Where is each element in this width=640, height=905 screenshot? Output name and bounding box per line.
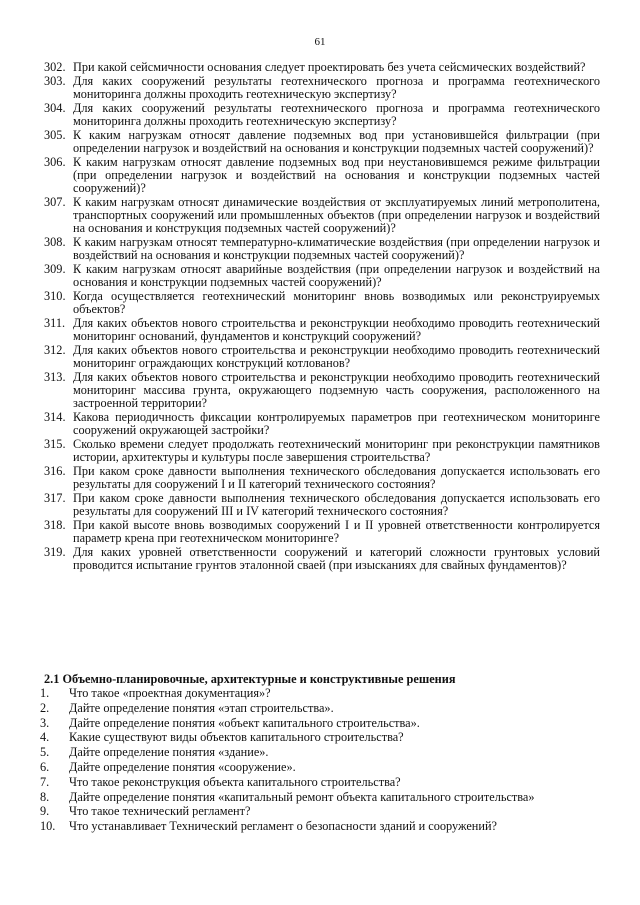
item-number: 308. <box>44 235 66 249</box>
list-item <box>44 317 600 343</box>
list-item <box>40 804 600 819</box>
section-question-list <box>40 686 600 834</box>
item-number: 1. <box>40 686 50 700</box>
question-list <box>44 61 600 573</box>
item-number: 6. <box>40 759 50 774</box>
list-item <box>44 156 600 195</box>
list-item <box>44 236 600 262</box>
section-title: 2.1 Объемно-планировочные, архитектурные и конструктивные решения <box>44 672 456 686</box>
item-number: 315. <box>44 437 66 451</box>
list-item <box>44 465 600 491</box>
item-number: 310. <box>44 289 66 303</box>
item-number: 307. <box>44 195 66 209</box>
list-item <box>40 775 600 790</box>
item-number: 318. <box>44 518 66 532</box>
list-item <box>44 438 600 464</box>
item-text: Что такое реконструкция объекта капитального строительства? <box>69 774 401 789</box>
item-text: Дайте определение понятия «объект капитального строительства». <box>69 715 420 730</box>
item-text: Какие существуют виды объектов капитального строительства? <box>69 730 404 745</box>
list-item <box>40 730 600 745</box>
list-item <box>44 196 600 235</box>
item-text: К каким нагрузкам относят динамические воздействия от эксплуатируемых линий метрополитена, транспортных сооружений или промышленных объектов (при определении нагрузок и воздействий на основания и конструкция подземных частей сооружений)? <box>73 195 600 235</box>
item-number: 302. <box>44 60 66 74</box>
item-number: 304. <box>44 101 66 115</box>
item-text: Для каких уровней ответственности сооружений и категорий сложности грунтовых условий проводится испытание грунтов эталонной сваей (при изысканиях для свайных фундаментов)? <box>73 545 600 572</box>
item-number: 9. <box>40 804 50 819</box>
item-number: 317. <box>44 491 66 505</box>
item-text: Дайте определение понятия «здание». <box>69 745 269 760</box>
item-text: При какой сейсмичности основания следует проектировать без учета сейсмических воздействий? <box>73 60 586 74</box>
item-text: Что устанавливает Технический регламент о безопасности зданий и сооружений? <box>69 819 497 834</box>
list-item <box>44 371 600 410</box>
item-number: 309. <box>44 262 66 276</box>
item-text: К каким нагрузкам относят давление подземных вод при установившейся фильтрации (при определении нагрузок и воздействий на основания и конструкции подземных частей сооружений)? <box>73 128 600 155</box>
item-text: К каким нагрузкам относят аварийные воздействия (при определении нагрузок и воздействий на основания и конструкции подземных частей сооружений)? <box>73 262 600 289</box>
list-item <box>44 519 600 545</box>
item-number: 306. <box>44 155 66 169</box>
list-item <box>40 686 600 701</box>
item-text: Для каких объектов нового строительства и реконструкции необходимо проводить геотехнический мониторинг массива грунта, окружающего подземную часть сооружения, расположенного на застроенной территории? <box>73 370 600 410</box>
item-text: Дайте определение понятия «этап строительства». <box>69 700 334 715</box>
item-text: К каким нагрузкам относят давление подземных вод при неустановившемся режиме фильтрации (при определении нагрузок и воздействий на основания и конструкции подземных частей сооружений)? <box>73 155 600 195</box>
item-number: 3. <box>40 715 50 730</box>
item-number: 303. <box>44 74 66 88</box>
item-text: Для каких сооружений результаты геотехнического прогноза и программа геотехнического мониторинга должны проходить геотехническую экспертизу? <box>73 74 600 101</box>
list-item <box>40 819 600 834</box>
item-number: 312. <box>44 343 66 357</box>
list-item <box>44 75 600 101</box>
item-number: 314. <box>44 410 66 424</box>
item-text: Для каких объектов нового строительства и реконструкции необходимо проводить геотехнический мониторинг оснований, фундаментов и конструкций сооружений? <box>73 316 600 343</box>
page-number: 61 <box>314 36 326 48</box>
item-number: 10. <box>40 819 56 834</box>
item-number: 2. <box>40 700 50 715</box>
list-item <box>44 263 600 289</box>
list-item <box>40 790 600 805</box>
list-item <box>44 411 600 437</box>
list-item <box>44 546 600 572</box>
item-text: Что такое технический регламент? <box>69 804 251 819</box>
item-text: При каком сроке давности выполнения технического обследования допускается использовать его результаты для сооружений III и IV категорий технического состояния? <box>73 491 600 518</box>
list-item <box>44 344 600 370</box>
item-number: 305. <box>44 128 66 142</box>
item-text: Сколько времени следует продолжать геотехнический мониторинг при реконструкции памятников истории, архитектуры и культуры после завершения строительства? <box>73 437 600 464</box>
item-text: Для каких объектов нового строительства и реконструкции необходимо проводить геотехнический мониторинг ограждающих конструкций котлованов? <box>73 343 600 370</box>
item-text: Дайте определение понятия «капитальный ремонт объекта капитального строительства» <box>69 789 535 804</box>
list-item <box>40 760 600 775</box>
list-item <box>44 492 600 518</box>
item-text: Какова периодичность фиксации контролируемых параметров при геотехническом мониторинге сооружений окружающей застройки? <box>73 410 600 437</box>
item-text: Что такое «проектная документация»? <box>69 686 271 700</box>
item-text: К каким нагрузкам относят температурно-климатические воздействия (при определении нагрузок и воздействий на основания и конструкции подземных частей сооружений)? <box>73 235 600 262</box>
list-item <box>40 716 600 731</box>
item-text: При каком сроке давности выполнения технического обследования допускается использовать его результаты для сооружений I и II категорий технического состояния? <box>73 464 600 491</box>
list-item <box>44 102 600 128</box>
list-item <box>40 745 600 760</box>
list-item <box>44 129 600 155</box>
item-number: 316. <box>44 464 66 478</box>
item-text: Для каких сооружений результаты геотехнического прогноза и программа геотехнического мониторинга должны проходить геотехническую экспертизу? <box>73 101 600 128</box>
item-text: Когда осуществляется геотехнический мониторинг вновь возводимых или реконструируемых объектов? <box>73 289 600 316</box>
list-item <box>44 61 600 74</box>
item-text: При какой высоте вновь возводимых сооружений I и II уровней ответственности контролируется параметр крена при геотехническом мониторинге? <box>73 518 600 545</box>
item-number: 4. <box>40 730 50 745</box>
item-number: 311. <box>44 316 66 330</box>
item-number: 5. <box>40 745 50 760</box>
item-text: Дайте определение понятия «сооружение». <box>69 759 296 774</box>
item-number: 313. <box>44 370 66 384</box>
item-number: 319. <box>44 545 66 559</box>
item-number: 7. <box>40 774 50 789</box>
list-item <box>40 701 600 716</box>
list-item <box>44 290 600 316</box>
item-number: 8. <box>40 789 50 804</box>
